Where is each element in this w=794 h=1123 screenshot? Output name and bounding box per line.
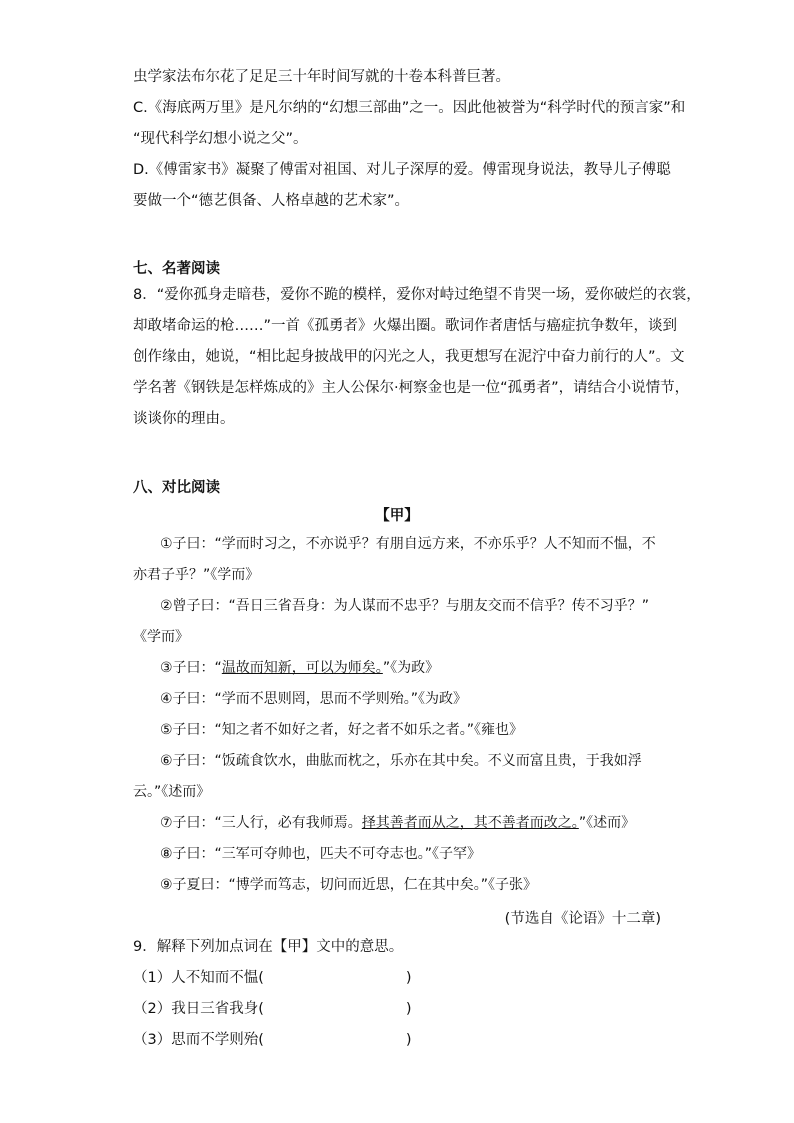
quote-5: ⑤子曰：“知之者不如好之者，好之者不如乐之者。”《雍也》 — [160, 722, 524, 738]
quote-7-underlined: 择其善者而从之，其不善者而改之。 — [361, 815, 579, 831]
item-2-close: ) — [405, 1001, 412, 1017]
item-1-text: （1）人不知而不愠( — [133, 970, 264, 986]
item-3-close: ) — [405, 1032, 412, 1048]
question-8-line1: 8．“爱你孤身走暗巷，爱你不跪的模样，爱你对峙过绝望不肯哭一场，爱你破烂的衣裳， — [133, 287, 701, 303]
item-1-close: ) — [405, 970, 412, 986]
question-9-stem: 9．解释下列加点词在【甲】文中的意思。 — [133, 939, 404, 955]
question-9-item-2 — [133, 1000, 412, 1018]
option-d-line1: D.《傅雷家书》凝聚了傅雷对祖国、对儿子深厚的爱。傅雷现身说法，教导儿子傅聪 — [133, 162, 671, 178]
section-8-heading: 八、对比阅读 — [133, 480, 220, 496]
passage-jia-label: 【甲】 — [375, 508, 419, 524]
quote-2-line2: 《学而》 — [133, 629, 189, 645]
quote-3-underlined: 温故而知新，可以为师矣。 — [221, 660, 383, 676]
quote-6-line2: 云。”《述而》 — [133, 784, 211, 800]
quote-1-line2: 亦君子乎？”《学而》 — [133, 567, 260, 583]
question-8-line4: 学名著《钢铁是怎样炼成的》主人公保尔·柯察金也是一位“孤勇者”，请结合小说情节， — [133, 380, 690, 396]
question-9-item-1 — [133, 969, 412, 987]
section-7-heading: 七、名著阅读 — [133, 261, 220, 277]
quote-7 — [160, 814, 635, 832]
quote-9: ⑨子夏曰：“博学而笃志，切问而近思，仁在其中矣。”《子张》 — [160, 877, 538, 893]
option-d-line2: 要做一个“德艺俱备、人格卓越的艺术家”。 — [133, 193, 410, 209]
question-8-line5: 谈谈你的理由。 — [133, 411, 235, 427]
quote-7-source: ”《述而》 — [578, 815, 636, 831]
quote-2-line1: ②曾子曰：“吾日三省吾身：为人谋而不忠乎？与朋友交而不信乎？传不习乎？” — [160, 598, 650, 614]
text-line: 虫学家法布尔花了足足三十年时间写就的十卷本科普巨著。 — [133, 69, 510, 85]
item-3-text: （3）思而不学则殆( — [133, 1032, 264, 1048]
passage-source: (节选自《论语》十二章) — [504, 911, 661, 927]
quote-6-line1: ⑥子曰：“饭疏食饮水，曲肱而枕之，乐亦在其中矣。不义而富且贵，于我如浮 — [160, 753, 642, 769]
quote-3-prefix: ③子曰：“ — [160, 660, 222, 676]
question-9-item-3 — [133, 1031, 412, 1049]
quote-3 — [160, 659, 439, 677]
quote-8: ⑧子曰：“三军可夺帅也，匹夫不可夺志也。”《子罕》 — [160, 846, 482, 862]
question-8-line3: 创作缘由，她说，“相比起身披战甲的闪光之人，我更想写在泥泞中奋力前行的人”。文 — [133, 349, 685, 365]
quote-4: ④子曰：“学而不思则罔，思而不学则殆。”《为政》 — [160, 691, 468, 707]
question-8-line2: 却敢堵命运的枪……”一首《孤勇者》火爆出圈。歌词作者唐恬与癌症抗争数年，谈到 — [133, 318, 678, 334]
quote-7-prefix: ⑦子曰：“三人行，必有我师焉。 — [160, 815, 362, 831]
option-c-line2: “现代科学幻想小说之父”。 — [133, 131, 308, 147]
quote-3-source: ”《为政》 — [382, 660, 440, 676]
quote-1-line1: ①子曰：“学而时习之，不亦说乎？有朋自远方来，不亦乐乎？人不知而不愠，不 — [160, 536, 656, 552]
option-c-line1: C.《海底两万里》是凡尔纳的“幻想三部曲”之一。因此他被誉为“科学时代的预言家”和 — [133, 100, 686, 116]
item-2-text: （2）我日三省我身( — [133, 1001, 264, 1017]
